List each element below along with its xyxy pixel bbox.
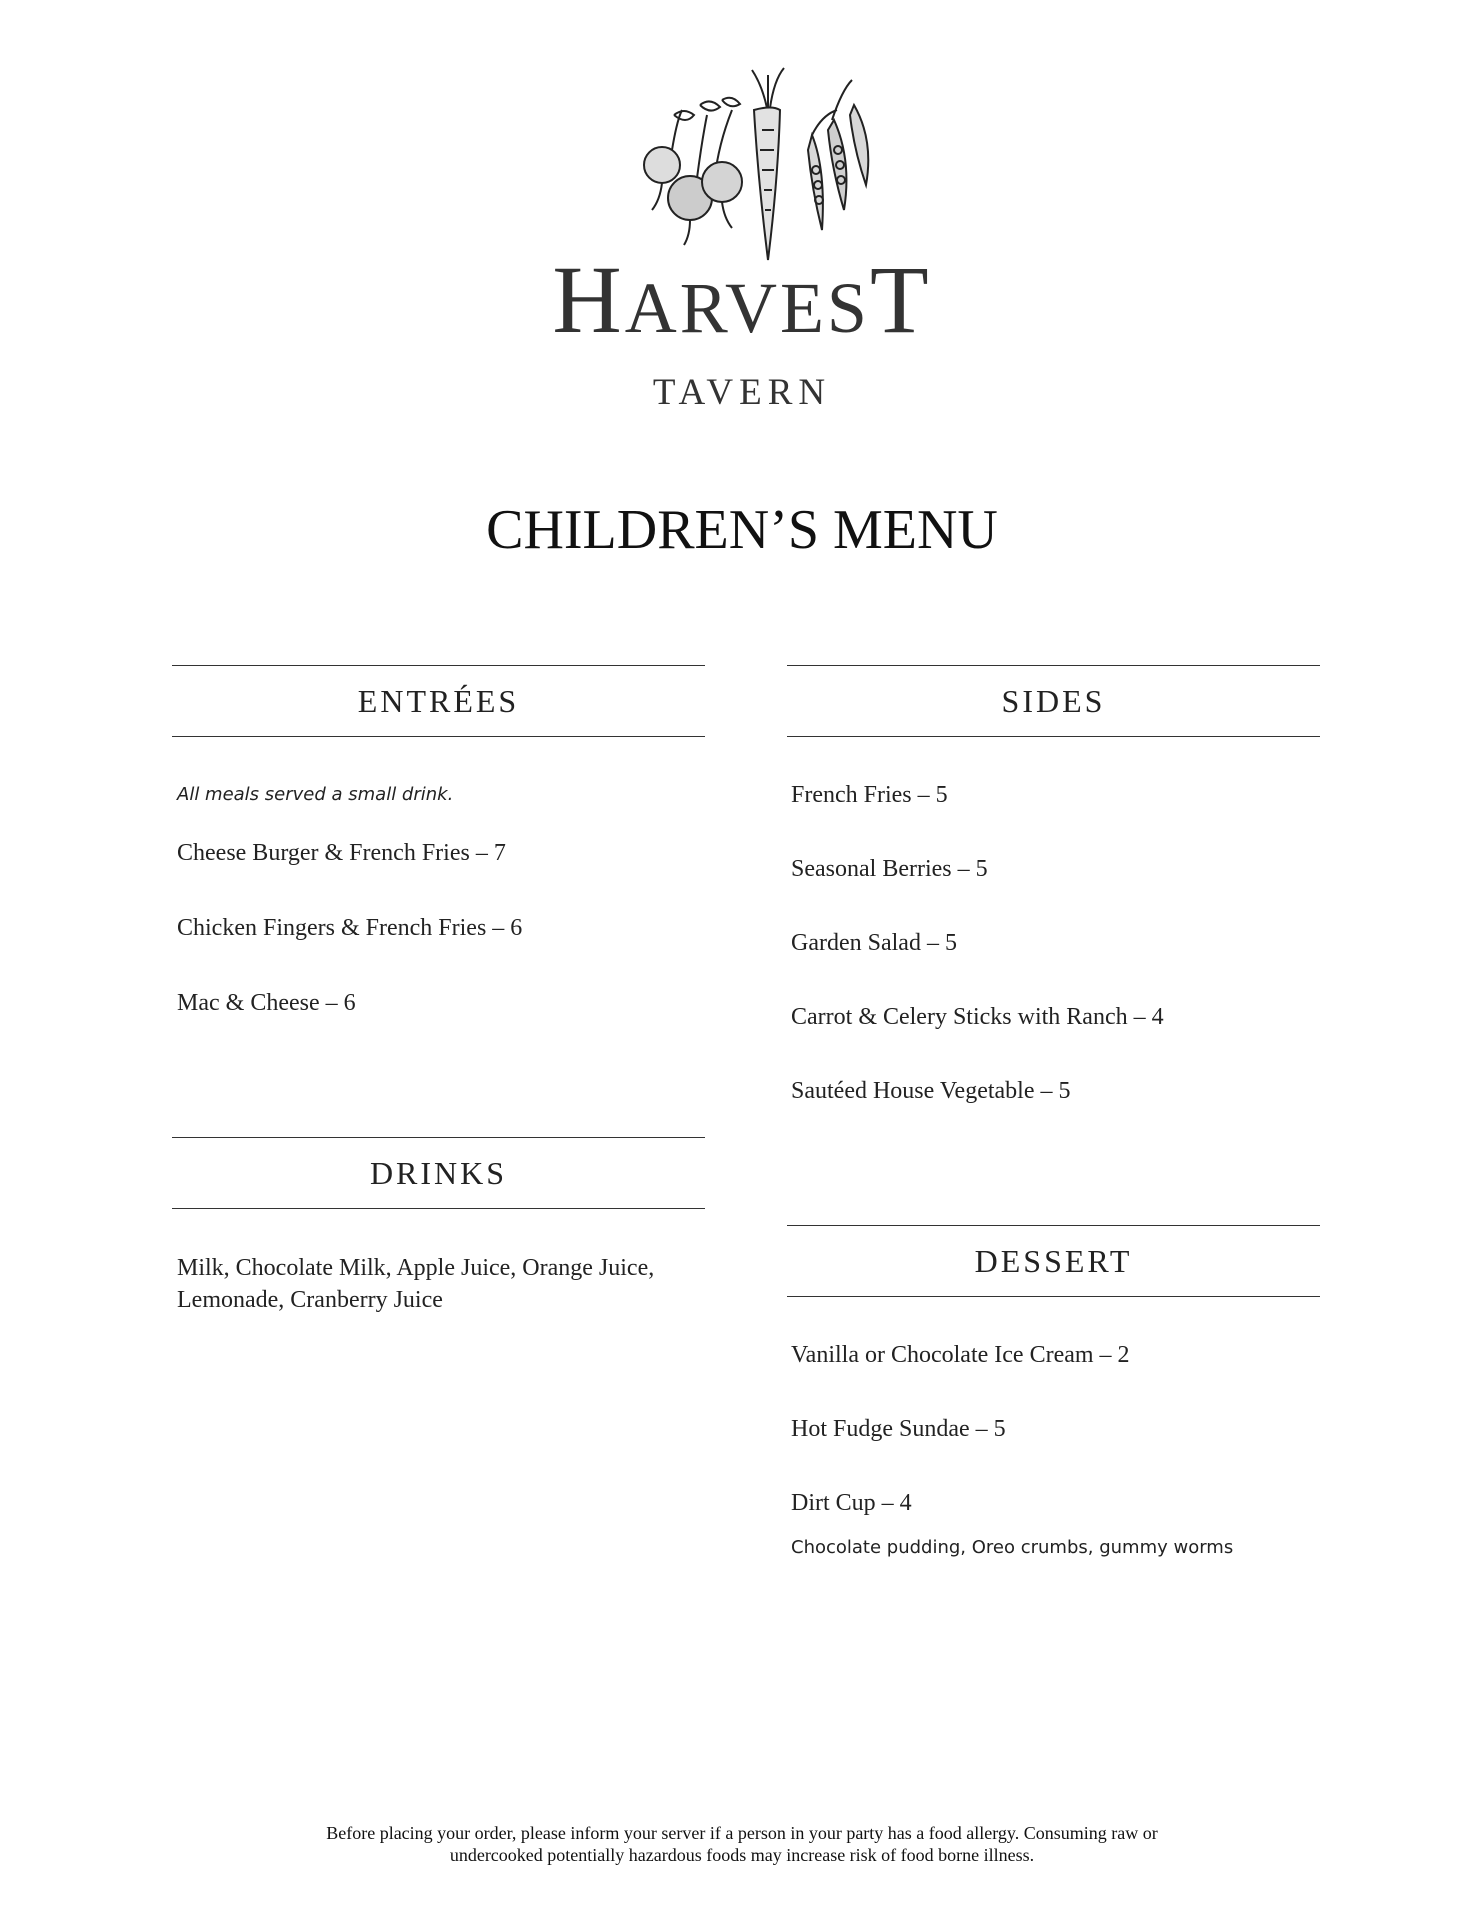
disclaimer-line-2: undercooked potentially hazardous foods may increase risk of food borne illness. bbox=[449, 1845, 1035, 1865]
logo bbox=[0, 60, 1484, 270]
dessert-heading: DESSERT bbox=[787, 1225, 1320, 1297]
disclaimer-line-1: Before placing your order, please inform your server if a person in your party has a food allergy. Consuming raw or bbox=[326, 1823, 1158, 1843]
brand-name-initial: H bbox=[552, 246, 625, 353]
page-title: CHILDREN’S MENU bbox=[486, 499, 998, 561]
entrees-note: All meals served a small drink. bbox=[177, 784, 454, 805]
dessert-item: Dirt Cup – 4 bbox=[791, 1490, 912, 1516]
brand-name-middle: ARVES bbox=[624, 268, 870, 348]
drinks-heading: DRINKS bbox=[172, 1137, 705, 1209]
side-item: French Fries – 5 bbox=[791, 782, 948, 808]
allergy-disclaimer bbox=[0, 1822, 1484, 1866]
entree-item: Mac & Cheese – 6 bbox=[177, 990, 356, 1016]
dessert-item: Hot Fudge Sundae – 5 bbox=[791, 1416, 1006, 1442]
side-item: Garden Salad – 5 bbox=[791, 930, 957, 956]
vegetable-illustration-icon bbox=[612, 60, 872, 270]
dessert-item: Vanilla or Chocolate Ice Cream – 2 bbox=[791, 1342, 1130, 1368]
brand-name-final: T bbox=[869, 246, 932, 353]
side-item: Seasonal Berries – 5 bbox=[791, 856, 988, 882]
brand-subtitle: TAVERN bbox=[652, 372, 832, 413]
entree-item: Cheese Burger & French Fries – 7 bbox=[177, 840, 506, 866]
side-item: Sautéed House Vegetable – 5 bbox=[791, 1078, 1071, 1104]
drinks-list: Milk, Chocolate Milk, Apple Juice, Orange Juice, Lemonade, Cranberry Juice bbox=[177, 1255, 655, 1313]
brand-name bbox=[0, 246, 1484, 353]
sides-heading: SIDES bbox=[787, 665, 1320, 737]
dessert-note: Chocolate pudding, Oreo crumbs, gummy worms bbox=[791, 1537, 1234, 1558]
side-item: Carrot & Celery Sticks with Ranch – 4 bbox=[791, 1004, 1164, 1030]
entrees-heading: ENTRÉES bbox=[172, 665, 705, 737]
entree-item: Chicken Fingers & French Fries – 6 bbox=[177, 915, 523, 941]
